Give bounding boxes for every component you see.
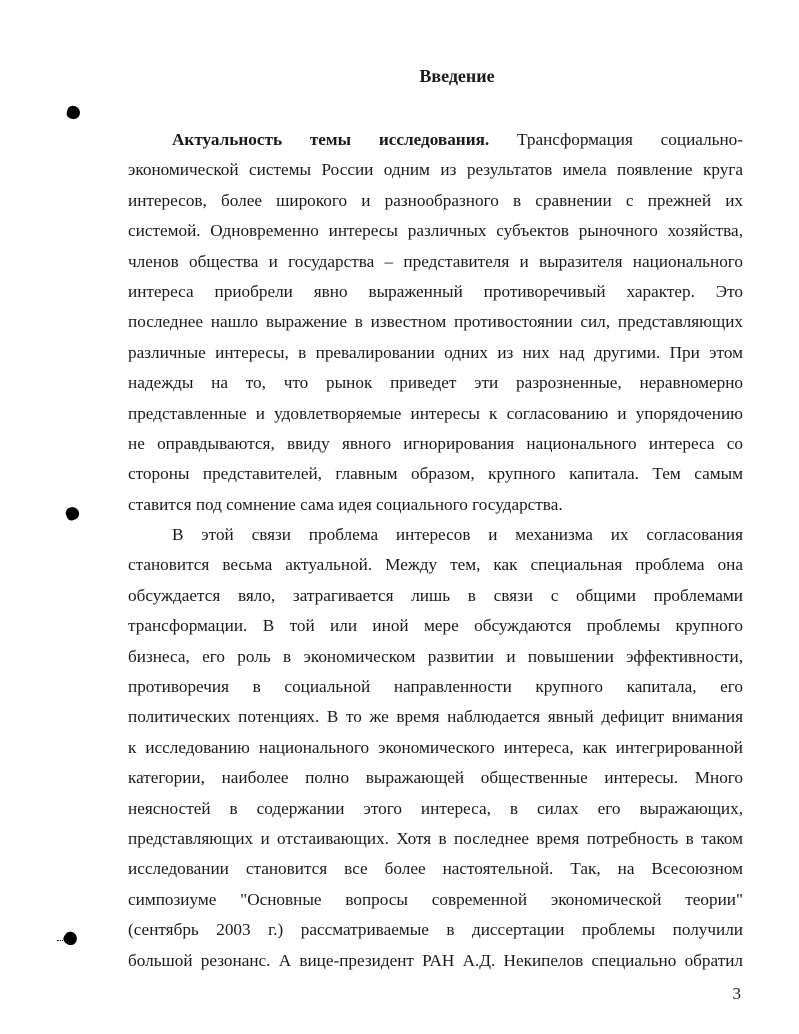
text-line: неясностей в содержании этого интереса, в силах его выражающих, bbox=[128, 798, 743, 818]
text-line: представленные и удовлетворяемые интересы к согласованию и упорядочению bbox=[128, 403, 743, 423]
body-text bbox=[128, 125, 743, 976]
page-title: Введение bbox=[419, 66, 495, 86]
text-line: экономической системы России одним из результатов имела появление круга bbox=[128, 160, 743, 180]
text-line: обсуждается вяло, затрагивается лишь в связи с общими проблемами bbox=[128, 585, 743, 605]
text-line: представляющих и отстаивающих. Хотя в последнее время потребность в таком bbox=[128, 828, 743, 848]
text-line: системой. Одновременно интересы различных субъектов рыночного хозяйства, bbox=[128, 221, 743, 241]
text-line: симпозиуме "Основные вопросы современной экономической теории" bbox=[128, 889, 743, 909]
ink-blot bbox=[61, 929, 79, 947]
text-line: интересов, более широкого и разнообразного в сравнении с прежней их bbox=[128, 190, 743, 210]
text-line: исследовании становится все более настоятельной. Так, на Всесоюзном bbox=[128, 859, 743, 879]
text-line: В этой связи проблема интересов и механизма их согласования bbox=[172, 525, 743, 545]
text-line: различные интересы, в превалировании одних из них над другими. При этом bbox=[128, 342, 743, 362]
text-line: не оправдываются, ввиду явного игнорирования национального интереса со bbox=[128, 433, 743, 453]
text-line: ставится под сомнение сама идея социального государства. bbox=[128, 494, 563, 514]
text-line: членов общества и государства – представителя и выразителя национального bbox=[128, 251, 743, 271]
text-line: трансформации. В той или иной мере обсуждаются проблемы крупного bbox=[128, 616, 743, 636]
text-line: интереса приобрели явно выраженный противоречивый характер. Это bbox=[128, 281, 743, 301]
text-line: к исследованию национального экономического интереса, как интегрированной bbox=[128, 737, 743, 757]
text-line: последнее нашло выражение в известном противостоянии сил, представляющих bbox=[128, 312, 743, 332]
ink-blot bbox=[66, 105, 82, 121]
text-line: становится весьма актуальной. Между тем, как специальная проблема она bbox=[128, 555, 743, 575]
section-lead: Актуальность темы исследования. bbox=[172, 130, 490, 149]
ink-blot bbox=[64, 505, 81, 522]
text-line: политических потенциях. В то же время наблюдается явный дефицит внимания bbox=[128, 707, 743, 727]
page-number: 3 bbox=[732, 984, 741, 1003]
text-line: (сентябрь 2003 г.) рассматриваемые в диссертации проблемы получили bbox=[128, 920, 743, 940]
ink-speck bbox=[57, 940, 63, 943]
text-line: бизнеса, его роль в экономическом развитии и повышении эффективности, bbox=[128, 646, 743, 666]
text-line: большой резонанс. А вице-президент РАН А.Д. Некипелов специально обратил bbox=[128, 950, 743, 970]
text-line: стороны представителей, главным образом, крупного капитала. Тем самым bbox=[128, 464, 743, 484]
text-fragment: Трансформация социально- bbox=[489, 130, 743, 149]
text-line: категории, наиболее полно выражающей общественные интересы. Много bbox=[128, 768, 743, 788]
text-line: надежды на то, что рынок приведет эти разрозненные, неравномерно bbox=[128, 373, 743, 393]
text-line bbox=[128, 125, 743, 155]
text-line: противоречия в социальной направленности крупного капитала, его bbox=[128, 677, 743, 697]
